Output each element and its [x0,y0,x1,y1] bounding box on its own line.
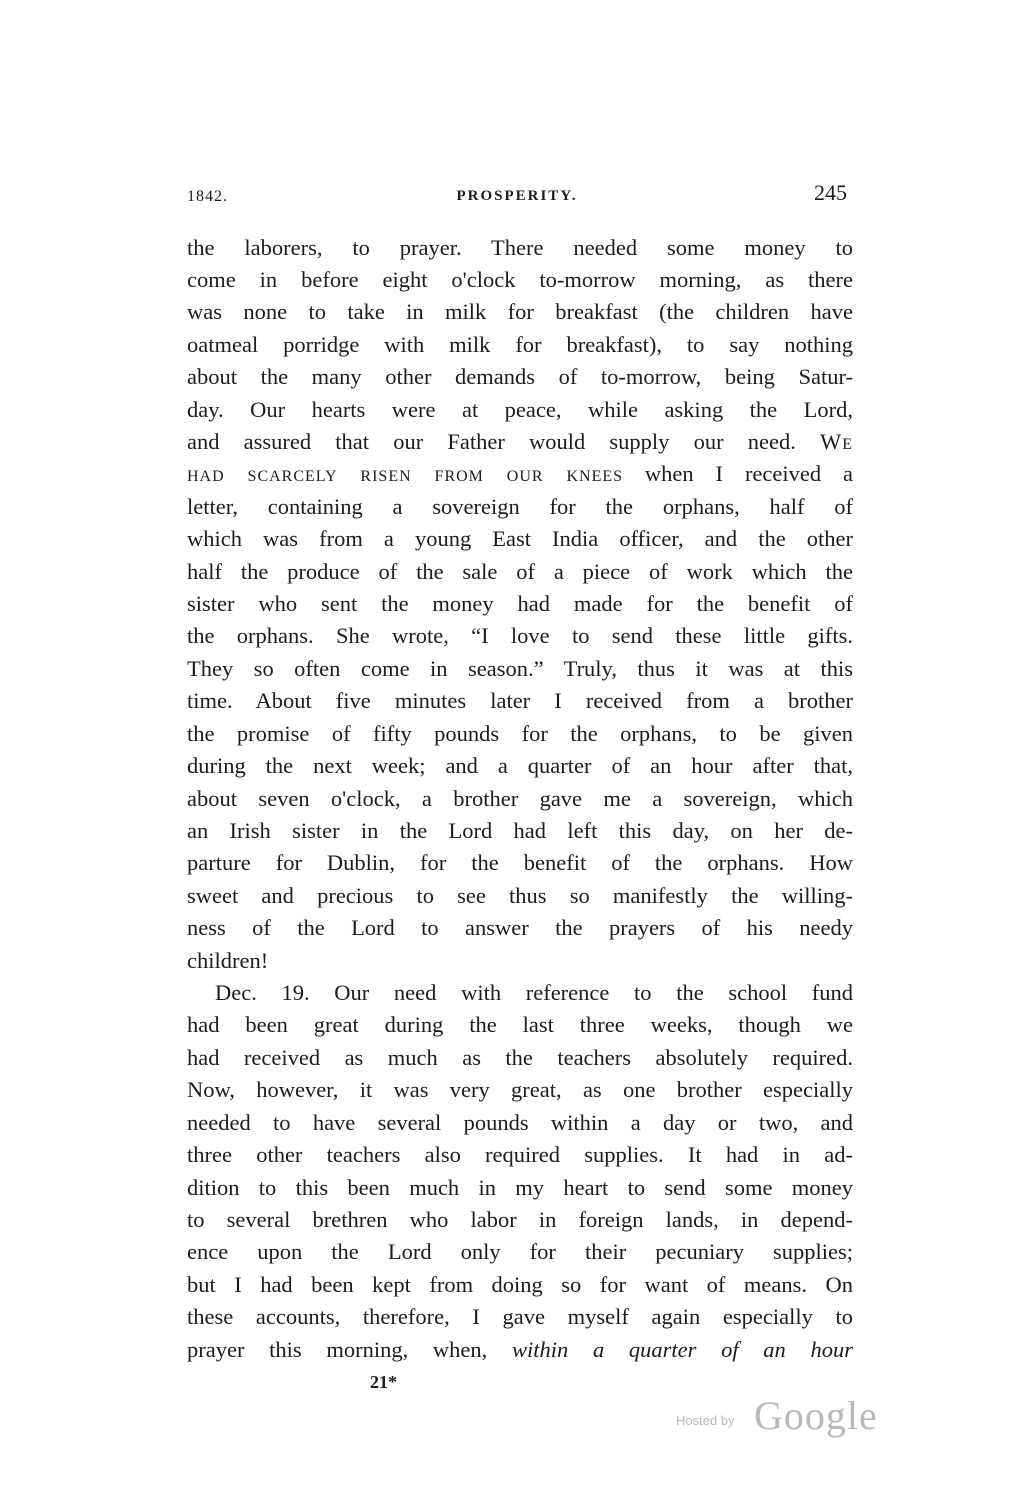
text-line: but I had been kept from doing so for want of means. On [187,1272,853,1297]
text-line: an Irish sister in the Lord had left this day, on her de- [187,818,853,843]
text-line-small-caps: had scarcely risen from our knees when I received a [187,461,854,486]
text-line: these accounts, therefore, I gave myself again especially to [187,1304,853,1329]
text-line: about the many other demands of to-morrow, being Satur- [187,364,853,389]
text-line: the orphans. She wrote, “I love to send these little gifts. [187,623,853,648]
text-line: sweet and precious to see thus so manifestly the willing- [187,883,853,908]
text-line: oatmeal porridge with milk for breakfast), to say nothing [187,332,853,357]
running-head-title: PROSPERITY. [456,188,578,204]
text-line: day. Our hearts were at peace, while asking the Lord, [187,397,853,422]
text-line: letter, containing a sovereign for the orphans, half of [187,494,853,519]
text-line: sister who sent the money had made for the benefit of [187,591,853,616]
text-line: They so often come in season.” Truly, thus it was at this [187,656,853,681]
text-line: and assured that our Father would supply our need. We [187,429,853,454]
text-line: half the produce of the sale of a piece of work which the [187,559,853,584]
text-line: dition to this been much in my heart to send some money [187,1175,853,1200]
text-line: come in before eight o'clock to-morrow morning, as there [187,267,853,292]
text-line: prayer this morning, when, within a quarter of an hour [187,1337,853,1362]
text-line: had been great during the last three weeks, though we [187,1012,853,1037]
text-line: Dec. 19. Our need with reference to the school fund [215,980,853,1005]
text-line: to several brethren who labor in foreign lands, in depend- [187,1207,853,1232]
text-line: which was from a young East India officer, and the other [187,526,853,551]
running-head [187,180,847,212]
text-line: parture for Dublin, for the benefit of the orphans. How [187,850,853,875]
text-line: children! [187,948,269,973]
text-line: the promise of fifty pounds for the orphans, to be given [187,721,853,746]
text-line: about seven o'clock, a brother gave me a sovereign, which [187,786,853,811]
text-line: the laborers, to prayer. There needed some money to [187,235,853,260]
text-line: was none to take in milk for breakfast (the children have [187,299,853,324]
text-line: ness of the Lord to answer the prayers of his needy [187,915,853,940]
text-line: needed to have several pounds within a day or two, and [187,1110,853,1135]
text-line: time. About five minutes later I received from a brother [187,688,853,713]
google-logo: Google [754,1393,878,1438]
text-line: three other teachers also required supplies. It had in ad- [187,1142,853,1167]
running-head-year: 1842. [187,188,228,205]
text-line: had received as much as the teachers absolutely required. [187,1045,853,1070]
text-line: Now, however, it was very great, as one brother especially [187,1077,853,1102]
signature-mark: 21* [370,1372,397,1392]
hosted-by-google-watermark [676,1392,886,1442]
watermark-hosted-by: Hosted by [676,1413,735,1428]
page-number: 245 [814,180,847,205]
text-line: during the next week; and a quarter of an hour after that, [187,753,853,778]
text-line: ence upon the Lord only for their pecuniary supplies; [187,1239,853,1264]
